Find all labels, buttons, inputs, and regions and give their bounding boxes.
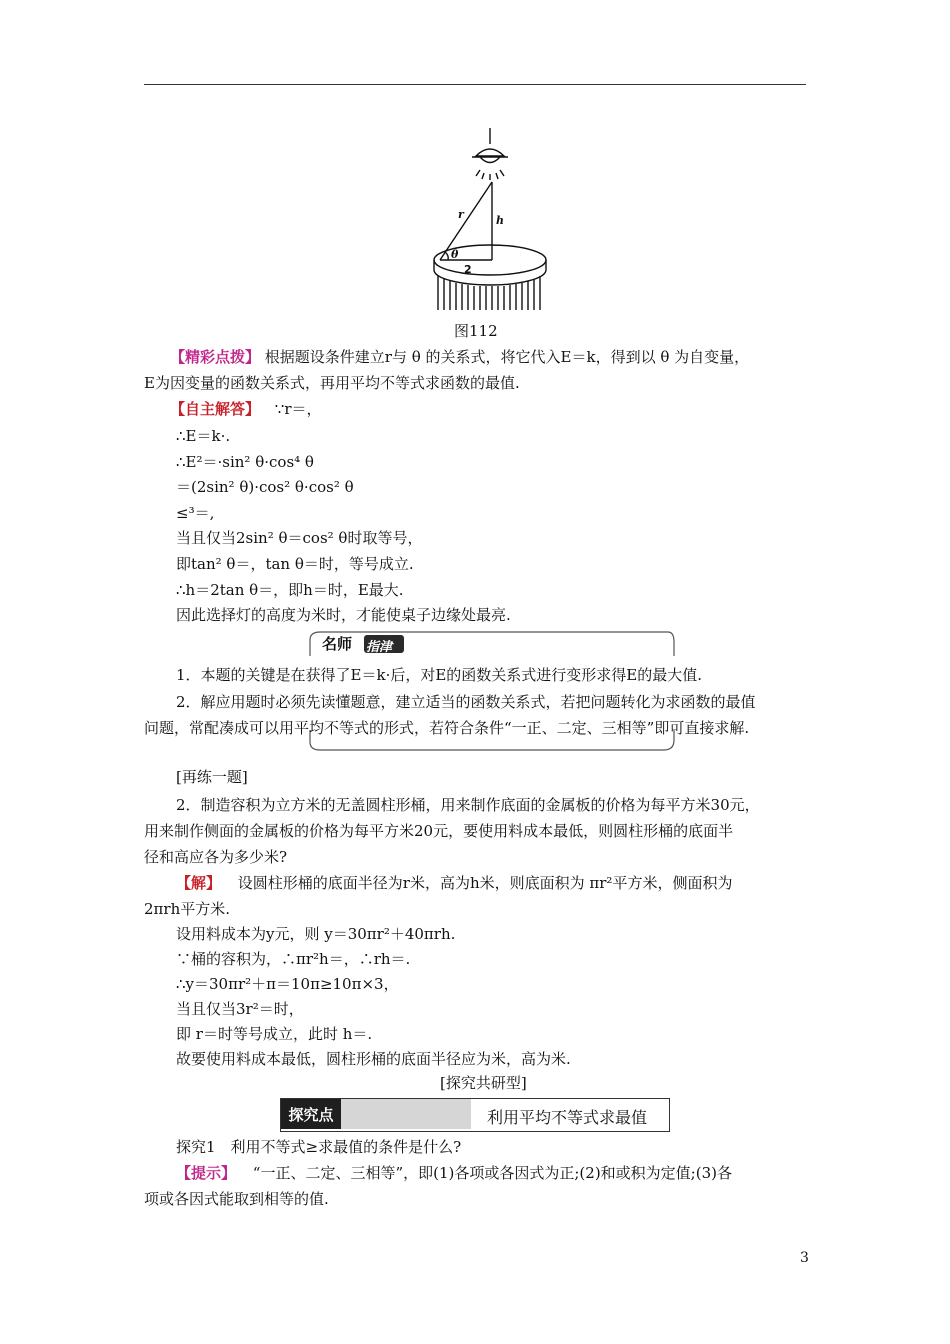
exercise-line: 当且仅当3r²＝时， xyxy=(176,1000,304,1018)
section-heading: [探究共研型] xyxy=(440,1074,527,1092)
solution-lines xyxy=(176,424,511,629)
figure-caption: 图112 xyxy=(454,322,498,340)
hint-text-1: 根据题设条件建立r与 θ 的关系式，将它代入E＝k，得到以 θ 为自变量， xyxy=(264,348,750,366)
exercise-q1: 2．制造容积为立方米的无盖圆柱形桶，用来制作底面的金属板的价格为每平方米30元， xyxy=(176,796,760,814)
hint-text-2: E为因变量的函数关系式，再用平均不等式求函数的最值. xyxy=(144,374,520,392)
topic-box-shade xyxy=(341,1099,471,1129)
figure-label-r: r xyxy=(458,208,464,221)
exercise-s2: 2πrh平方米. xyxy=(144,900,231,918)
solution-first: ∵r＝， xyxy=(274,400,322,418)
hint-answer-2: 项或各因式能取到相等的值. xyxy=(144,1190,329,1208)
solution-line: ∴E²＝·sin² θ·cos⁴ θ xyxy=(176,452,314,471)
solution-line: ＝(2sin² θ)·cos² θ·cos² θ xyxy=(176,478,354,497)
solution-line: ∴h＝2tan θ＝，即h＝时，E最大. xyxy=(176,580,404,599)
figure-label-theta: θ xyxy=(451,248,459,261)
tip-line-3: 问题，常配凑成可以用平均不等式的形式，若符合条件“一正、二定、三相等”即可直接求解. xyxy=(144,719,750,737)
solution-line: ≤³＝, xyxy=(176,503,215,522)
hint-paragraph xyxy=(170,346,749,367)
solution-line: 即tan² θ＝，tan θ＝时，等号成立. xyxy=(176,554,414,573)
tip-line-1: 1．本题的关键是在获得了E＝k·后，对E的函数关系式进行变形求得E的最大值. xyxy=(176,666,703,684)
topic-box-label: 探究点 xyxy=(281,1099,341,1129)
jingcai-tag: 【精彩点拨】 xyxy=(170,348,261,366)
topic-box xyxy=(280,1098,670,1132)
exercise-q3: 径和高应各为多少米? xyxy=(144,848,288,866)
exercise-line: 故要使用料成本最低，圆柱形桶的底面半径应为米，高为米. xyxy=(176,1050,571,1068)
exercise-line: 即 r＝时等号成立，此时 h＝. xyxy=(176,1025,373,1043)
exercise-q2: 用来制作侧面的金属板的价格为每平方米20元，要使用料成本最低，则圆柱形桶的底面半 xyxy=(144,822,734,840)
figure-label-2: 2 xyxy=(464,263,472,276)
exercise-title: [再练一题] xyxy=(176,768,248,786)
solution-line: 当且仅当2sin² θ＝cos² θ时取等号， xyxy=(176,529,423,548)
solution-line: ∴E＝k·. xyxy=(176,427,231,445)
jie-tag: 【解】 xyxy=(176,874,222,892)
page-number: 3 xyxy=(800,1250,809,1266)
explore-question: 探究1 利用不等式≥求最值的条件是什么? xyxy=(176,1138,462,1156)
exercise-solution-head xyxy=(176,872,732,893)
hint-answer-1: “一正、二定、三相等”，即(1)各项或各因式为正;(2)和或积为定值;(3)各 xyxy=(252,1164,732,1182)
exercise-line: ∴y＝30πr²＋π＝10π≥10π×3， xyxy=(176,975,399,993)
exercise-lines xyxy=(176,922,571,1072)
hint-line-1 xyxy=(176,1162,732,1183)
lamp-table-figure xyxy=(420,126,560,312)
zizhu-tag: 【自主解答】 xyxy=(170,400,261,418)
solution-header xyxy=(170,398,322,419)
figure-label-h: h xyxy=(496,214,504,227)
tishi-tag: 【提示】 xyxy=(176,1164,237,1182)
header-rule xyxy=(144,84,806,85)
topic-box-title: 利用平均不等式求最值 xyxy=(487,1108,648,1127)
exercise-s1: 设圆柱形桶的底面半径为r米，高为h米，则底面积为 πr²平方米，侧面积为 xyxy=(237,874,733,892)
tip-badge-label: 名师 xyxy=(322,635,353,653)
tip-badge-label-2: 指津 xyxy=(366,640,393,655)
exercise-line: 设用料成本为y元，则 y＝30πr²＋40πrh. xyxy=(176,925,456,943)
solution-line: 因此选择灯的高度为米时，才能使桌子边缘处最亮. xyxy=(176,606,511,625)
exercise-line: ∵桶的容积为，∴πr²h＝，∴rh＝. xyxy=(176,950,411,968)
tip-line-2: 2．解应用题时必须先读懂题意，建立适当的函数关系式，若把问题转化为求函数的最值 xyxy=(176,693,756,711)
